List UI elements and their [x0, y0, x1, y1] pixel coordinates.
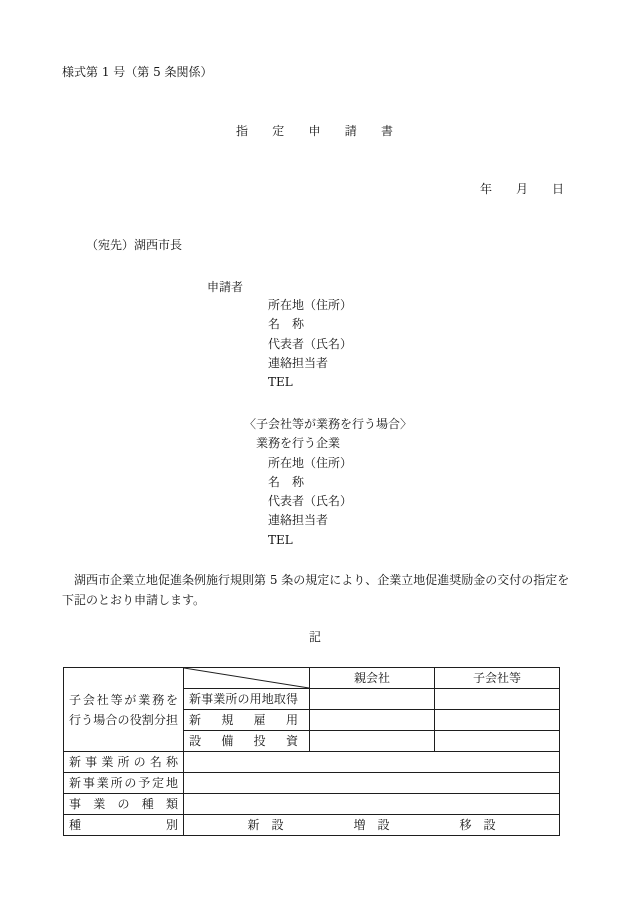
- body-line-1: 湖西市企業立地促進条例施行規則第 5 条の規定により、企業立地促進奨励金の交付の指定を: [74, 573, 570, 587]
- type-option-expansion: 増 設: [353, 818, 390, 832]
- role-subsidiary-cell: [435, 710, 560, 731]
- body-line-2: 下記のとおり申請します。: [62, 593, 206, 607]
- subsidiary-contact-label: 連絡担当者: [268, 513, 329, 528]
- column-header-parent: 親会社: [310, 668, 435, 689]
- type-options-cell: [184, 815, 560, 836]
- form-number: 様式第 1 号（第 5 条関係）: [62, 65, 213, 79]
- role-split-label-line-1: 子会社等が業務を: [69, 692, 178, 707]
- role-subsidiary-cell: [435, 689, 560, 710]
- subsidiary-heading: 業務を行う企業: [256, 436, 341, 451]
- info-row-label-business-type: 事業の種類: [64, 794, 184, 815]
- role-parent-cell: [310, 710, 435, 731]
- role-row-label-employment: 新規雇用: [184, 710, 310, 731]
- info-row-label-facility-name: 新事業所の名称: [64, 752, 184, 773]
- role-split-label: [64, 668, 184, 752]
- table-row: [64, 794, 560, 815]
- subsidiary-block: [244, 415, 412, 550]
- subsidiary-tel-label: TEL: [268, 532, 293, 547]
- info-row-label-planned-site: 新事業所の予定地: [64, 773, 184, 794]
- designation-table: [63, 667, 560, 836]
- document-title: 指定申請書: [236, 124, 393, 138]
- applicant-representative-label: 代表者（氏名）: [268, 336, 353, 351]
- role-subsidiary-cell: [435, 731, 560, 752]
- table-row: [64, 815, 560, 836]
- body-paragraph: [62, 570, 568, 610]
- role-row-label-land: 新事業所の用地取得: [184, 689, 310, 710]
- applicant-tel-label: TEL: [268, 375, 293, 390]
- applicant-name-label: 名 称: [268, 317, 305, 332]
- addressee: （宛先）湖西市長: [86, 238, 183, 252]
- role-split-label-line-2: 行う場合の役割分担: [69, 712, 178, 727]
- type-option-new: 新 設: [247, 818, 284, 832]
- type-option-relocation: 移 設: [459, 818, 496, 832]
- applicant-fields: [268, 296, 352, 392]
- applicant-contact-label: 連絡担当者: [268, 355, 329, 370]
- diagonal-line: [184, 668, 309, 688]
- type-label: 種別: [64, 815, 184, 836]
- subsidiary-representative-label: 代表者（氏名）: [268, 494, 353, 509]
- type-options: [189, 819, 554, 831]
- date-line: 年 月 日: [480, 182, 565, 196]
- role-parent-cell: [310, 689, 435, 710]
- table-row: [64, 773, 560, 794]
- table-row: [64, 668, 560, 689]
- table-row: [64, 752, 560, 773]
- info-value-cell: [184, 773, 560, 794]
- info-value-cell: [184, 794, 560, 815]
- applicant-heading: 申請者: [207, 280, 244, 294]
- role-row-label-investment: 設備投資: [184, 731, 310, 752]
- applicant-address-label: 所在地（住所）: [268, 298, 353, 312]
- subsidiary-address-label: 所在地（住所）: [268, 455, 353, 470]
- column-header-subsidiary: 子会社等: [435, 668, 560, 689]
- subsidiary-name-label: 名 称: [268, 474, 305, 489]
- info-value-cell: [184, 752, 560, 773]
- header-corner-cell: [184, 668, 310, 689]
- subsidiary-note: 〈子会社等が業務を行う場合〉: [244, 417, 413, 431]
- note-heading: 記: [308, 630, 321, 644]
- role-parent-cell: [310, 731, 435, 752]
